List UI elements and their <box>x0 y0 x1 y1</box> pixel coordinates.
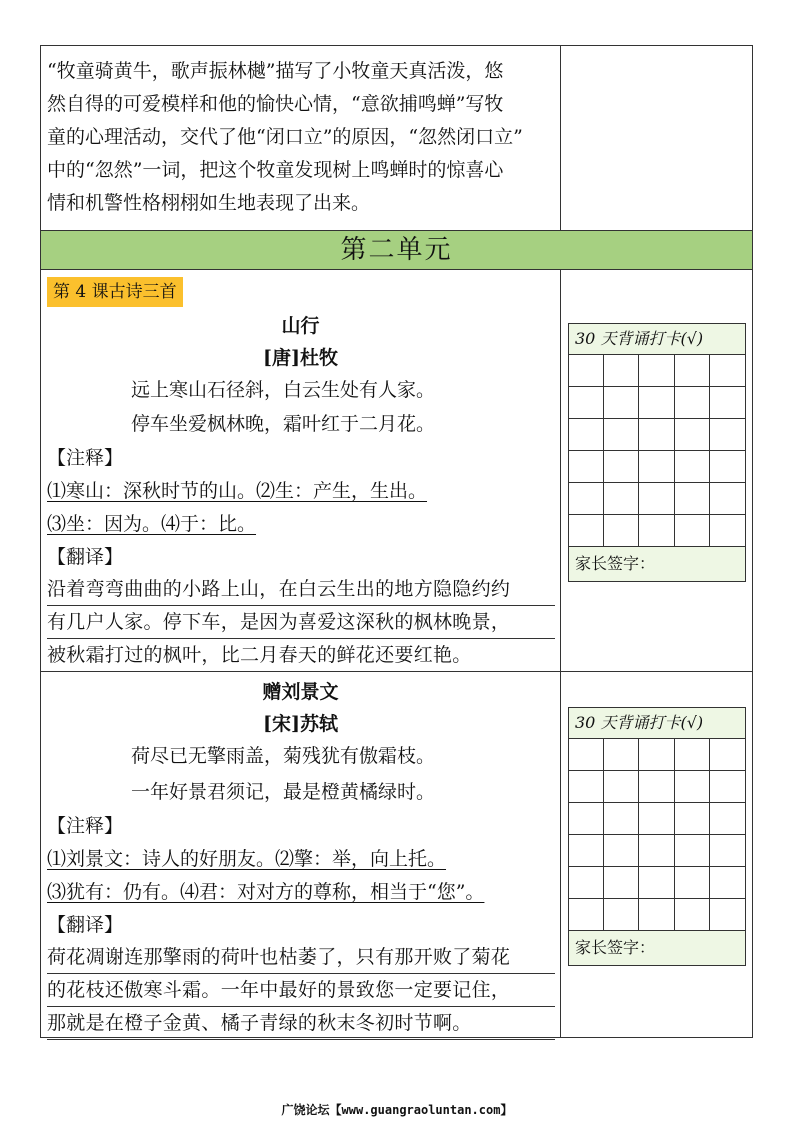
checkin-cell[interactable] <box>675 771 710 803</box>
commentary-line: 情和机警性格栩栩如生地表现了出来。 <box>47 192 371 214</box>
checkin-cell[interactable] <box>604 835 639 867</box>
checkin-title: 30 天背诵打卡(√) <box>569 324 745 355</box>
checkin-cell[interactable] <box>639 771 674 803</box>
commentary-line: “牧童骑黄牛，歌声振林樾”描写了小牧童天真活泼，悠 <box>47 60 504 82</box>
checkin-cell[interactable] <box>675 899 710 931</box>
checkin-cell[interactable] <box>604 739 639 771</box>
notes-line: ⑶坐：因为。⑷于：比。 <box>47 513 257 535</box>
checkin-cell[interactable] <box>604 355 639 387</box>
unit-banner: 第二单元 <box>41 230 752 270</box>
checkin-cell[interactable] <box>569 451 604 483</box>
checkin-cell[interactable] <box>639 803 674 835</box>
commentary-line: 然自得的可爱模样和他的愉快心情，“意欲捕鸣蝉”写牧 <box>47 93 504 115</box>
checkin-cell[interactable] <box>710 867 745 899</box>
checkin-cell[interactable] <box>675 835 710 867</box>
poem-verse: 停车坐爱枫林晚，霜叶红于二月花。 <box>131 413 436 435</box>
notes-label: 【注释】 <box>47 447 124 469</box>
recitation-checkin-card <box>568 323 746 582</box>
checkin-cell[interactable] <box>604 515 639 547</box>
checkin-cell[interactable] <box>639 867 674 899</box>
notes-label: 【注释】 <box>47 815 124 837</box>
checkin-cell[interactable] <box>639 355 674 387</box>
notes-line: ⑴刘景文：诗人的好朋友。⑵擎：举，向上托。 <box>47 848 447 870</box>
column-divider <box>560 46 561 1037</box>
poem-author: [宋]苏轼 <box>263 713 338 735</box>
checkin-cell[interactable] <box>604 803 639 835</box>
checkin-cell[interactable] <box>675 451 710 483</box>
poem-verse: 荷尽已无擎雨盖，菊残犹有傲霜枝。 <box>131 745 436 767</box>
checkin-cell[interactable] <box>710 835 745 867</box>
checkin-cell[interactable] <box>710 899 745 931</box>
checkin-cell[interactable] <box>675 739 710 771</box>
checkin-cell[interactable] <box>710 355 745 387</box>
poem-title: 山行 <box>281 315 320 337</box>
checkin-cell[interactable] <box>639 739 674 771</box>
translation-line: 被秋霜打过的枫叶，比二月春天的鲜花还要红艳。 <box>47 639 555 672</box>
checkin-cell[interactable] <box>675 515 710 547</box>
translation-line: 有几户人家。停下车，是因为喜爱这深秋的枫林晚景， <box>47 606 555 639</box>
checkin-grid <box>569 355 745 547</box>
checkin-cell[interactable] <box>569 483 604 515</box>
checkin-cell[interactable] <box>569 867 604 899</box>
checkin-cell[interactable] <box>604 867 639 899</box>
checkin-cell[interactable] <box>639 515 674 547</box>
checkin-cell[interactable] <box>604 771 639 803</box>
translation-line: 那就是在橙子金黄、橘子青绿的秋末冬初时节啊。 <box>47 1007 555 1040</box>
checkin-cell[interactable] <box>675 483 710 515</box>
checkin-cell[interactable] <box>639 483 674 515</box>
translation-block <box>47 573 555 672</box>
translation-label: 【翻译】 <box>47 914 124 936</box>
checkin-cell[interactable] <box>710 451 745 483</box>
page-footer: 广饶论坛【www.guangraoluntan.com】 <box>281 1103 513 1117</box>
checkin-cell[interactable] <box>639 899 674 931</box>
checkin-cell[interactable] <box>639 835 674 867</box>
checkin-cell[interactable] <box>710 803 745 835</box>
poem-verse: 一年好景君须记，最是橙黄橘绿时。 <box>131 781 436 803</box>
checkin-cell[interactable] <box>675 803 710 835</box>
commentary-line: 童的心理活动，交代了他“闭口立”的原因，“忽然闭口立” <box>47 126 523 148</box>
notes-line: ⑴寒山：深秋时节的山。⑵生：产生，生出。 <box>47 480 428 502</box>
notes-line: ⑶犹有：仍有。⑷君：对对方的尊称，相当于“您”。 <box>47 881 485 903</box>
row-divider <box>41 671 752 672</box>
checkin-cell[interactable] <box>604 419 639 451</box>
checkin-cell[interactable] <box>569 771 604 803</box>
poem-verse: 远上寒山石径斜，白云生处有人家。 <box>131 379 436 401</box>
checkin-cell[interactable] <box>639 451 674 483</box>
parent-signature-field[interactable]: 家长签字： <box>569 547 745 581</box>
checkin-cell[interactable] <box>710 739 745 771</box>
checkin-cell[interactable] <box>569 387 604 419</box>
checkin-cell[interactable] <box>639 419 674 451</box>
checkin-cell[interactable] <box>604 899 639 931</box>
translation-label: 【翻译】 <box>47 546 124 568</box>
recitation-checkin-card <box>568 707 746 966</box>
checkin-cell[interactable] <box>675 867 710 899</box>
translation-block <box>47 941 555 1040</box>
translation-line: 沿着弯弯曲曲的小路上山，在白云生出的地方隐隐约约 <box>47 573 555 606</box>
parent-signature-field[interactable]: 家长签字： <box>569 931 745 965</box>
checkin-cell[interactable] <box>569 899 604 931</box>
checkin-cell[interactable] <box>569 515 604 547</box>
checkin-cell[interactable] <box>569 803 604 835</box>
checkin-cell[interactable] <box>569 739 604 771</box>
checkin-title: 30 天背诵打卡(√) <box>569 708 745 739</box>
checkin-cell[interactable] <box>675 387 710 419</box>
commentary-line: 中的“忽然”一词，把这个牧童发现树上鸣蝉时的惊喜心 <box>47 159 504 181</box>
poem-title: 赠刘景文 <box>262 681 339 703</box>
checkin-cell[interactable] <box>569 419 604 451</box>
checkin-cell[interactable] <box>710 771 745 803</box>
checkin-cell[interactable] <box>604 387 639 419</box>
checkin-cell[interactable] <box>710 419 745 451</box>
checkin-cell[interactable] <box>604 451 639 483</box>
checkin-cell[interactable] <box>675 355 710 387</box>
checkin-cell[interactable] <box>710 515 745 547</box>
checkin-cell[interactable] <box>604 483 639 515</box>
checkin-cell[interactable] <box>675 419 710 451</box>
checkin-cell[interactable] <box>710 387 745 419</box>
checkin-cell[interactable] <box>569 355 604 387</box>
checkin-cell[interactable] <box>639 387 674 419</box>
lesson-title-tag: 第 4 课古诗三首 <box>47 277 183 307</box>
translation-line: 荷花凋谢连那擎雨的荷叶也枯萎了，只有那开败了菊花 <box>47 941 555 974</box>
checkin-cell[interactable] <box>710 483 745 515</box>
poem-author: [唐]杜牧 <box>263 347 338 369</box>
checkin-grid <box>569 739 745 931</box>
worksheet-table <box>40 45 753 1038</box>
checkin-cell[interactable] <box>569 835 604 867</box>
translation-line: 的花枝还傲寒斗霜。一年中最好的景致您一定要记住， <box>47 974 555 1007</box>
